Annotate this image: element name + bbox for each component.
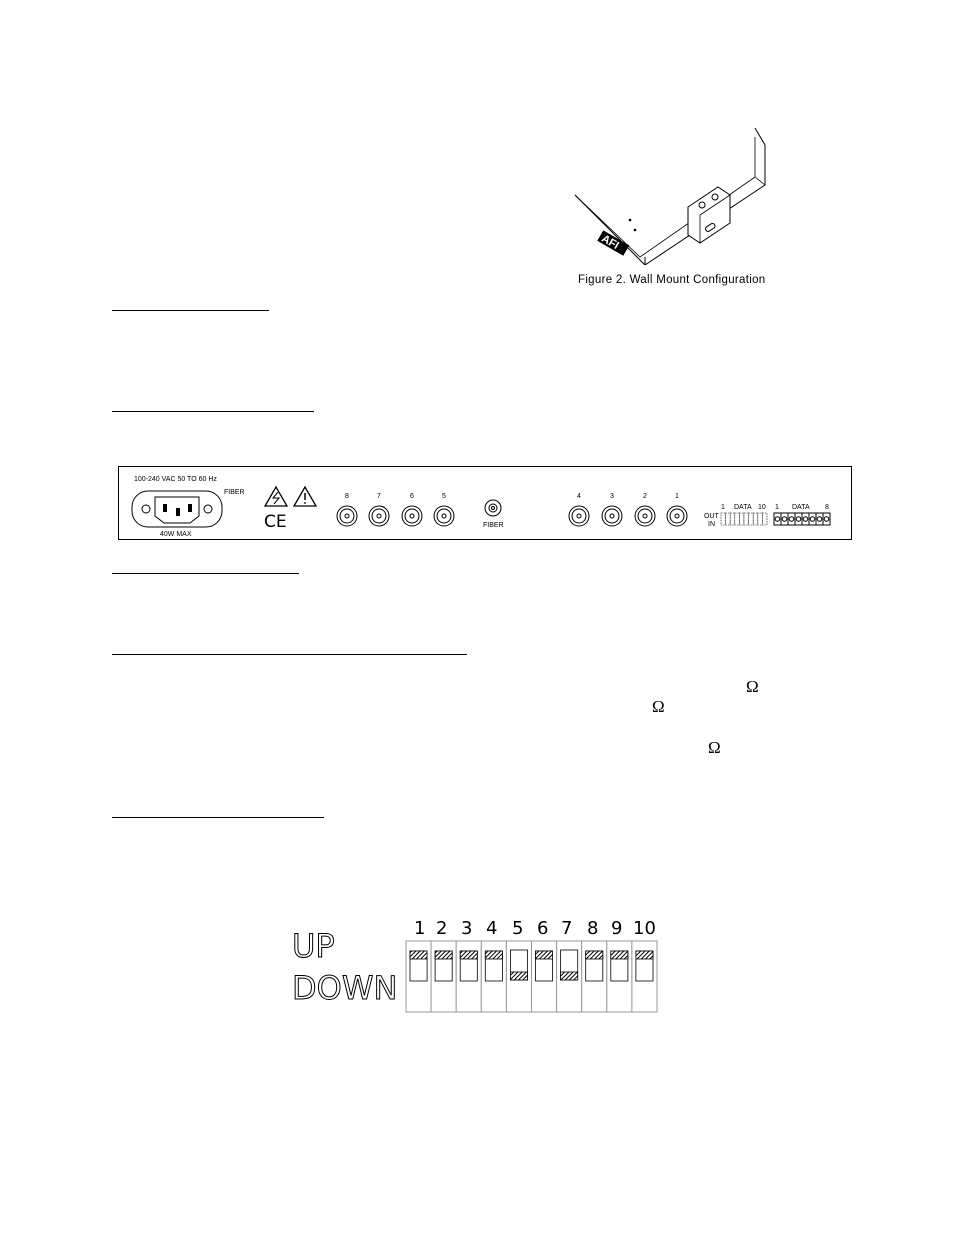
ce-mark: CE [264, 512, 287, 532]
dip-switch-9[interactable] [607, 941, 632, 1012]
dip-switch-number-1: 1 [414, 918, 426, 939]
power-rating-label: 100-240 VAC 50 TO 60 Hz [134, 476, 217, 483]
dip-switch-number-10: 10 [633, 918, 656, 939]
fiber-top-label: FIBER [224, 489, 245, 496]
terminal-cell [749, 513, 754, 525]
dip-switch-number-4: 4 [486, 918, 498, 939]
dip-switch-5[interactable] [506, 941, 531, 1012]
terminal-cell [758, 513, 763, 525]
bnc-label: 4 [577, 493, 581, 500]
terminal-cell [735, 513, 740, 525]
bnc-label: 7 [377, 493, 381, 500]
fiber-connector-label: FIBER [483, 522, 504, 529]
block1-title-label: DATA [734, 504, 752, 511]
bnc-label: 5 [442, 493, 446, 500]
terminal-cell [753, 513, 758, 525]
terminal-cell [739, 513, 744, 525]
device-logo: AFI [599, 232, 621, 252]
dip-switch-8[interactable] [582, 941, 607, 1012]
dip-switch-number-8: 8 [587, 918, 599, 939]
block2-title-label: DATA [792, 504, 810, 511]
dip-switch-number-9: 9 [611, 918, 623, 939]
terminal-cell [721, 513, 726, 525]
dip-switch-10[interactable] [632, 941, 657, 1012]
dip-switch-3[interactable] [456, 941, 481, 1012]
terminal-cell [726, 513, 731, 525]
block1-end-label: 10 [758, 504, 766, 511]
bnc-label: 2 [643, 493, 647, 500]
terminal-cell [762, 513, 767, 525]
ohm-symbol: Ω [708, 738, 721, 757]
section-rule-4 [112, 654, 467, 655]
dip-switch-number-2: 2 [436, 918, 448, 939]
dip-switch-4[interactable] [481, 941, 506, 1012]
dip-switch-2[interactable] [431, 941, 456, 1012]
block1-out-label: OUT [704, 513, 719, 520]
wall-mount-drawing [570, 125, 780, 265]
dip-switch-6[interactable] [532, 941, 557, 1012]
dip-switch-number-3: 3 [461, 918, 473, 939]
dip-switch-number-6: 6 [537, 918, 549, 939]
bnc-label: 8 [345, 493, 349, 500]
block2-end-label: 8 [825, 504, 829, 511]
block1-in-label: IN [708, 521, 715, 528]
section-rule-1 [112, 310, 269, 311]
rear-panel-drawing [118, 466, 853, 542]
terminal-cell [730, 513, 735, 525]
ohm-symbol: Ω [652, 697, 665, 716]
power-max-label: 40W MAX [160, 531, 192, 538]
down-label: DOWN [292, 969, 398, 1007]
dip-switch-1[interactable] [406, 941, 431, 1012]
bnc-label: 6 [410, 493, 414, 500]
figure-2-caption: Figure 2. Wall Mount Configuration [578, 274, 766, 286]
up-label: UP [292, 927, 335, 965]
bnc-label: 1 [675, 493, 679, 500]
block2-start-label: 1 [775, 504, 779, 511]
section-rule-3 [112, 573, 299, 574]
block1-start-label: 1 [721, 504, 725, 511]
dip-switch-body [405, 940, 659, 1014]
dip-switch-7[interactable] [557, 941, 582, 1012]
bnc-label: 3 [610, 493, 614, 500]
ohm-symbol: Ω [746, 677, 759, 696]
section-rule-5 [112, 817, 324, 818]
section-rule-2 [112, 411, 314, 412]
dip-switch-number-5: 5 [512, 918, 524, 939]
terminal-cell [744, 513, 749, 525]
dip-switch-number-7: 7 [561, 918, 573, 939]
dip-switch-labels [288, 925, 408, 1007]
